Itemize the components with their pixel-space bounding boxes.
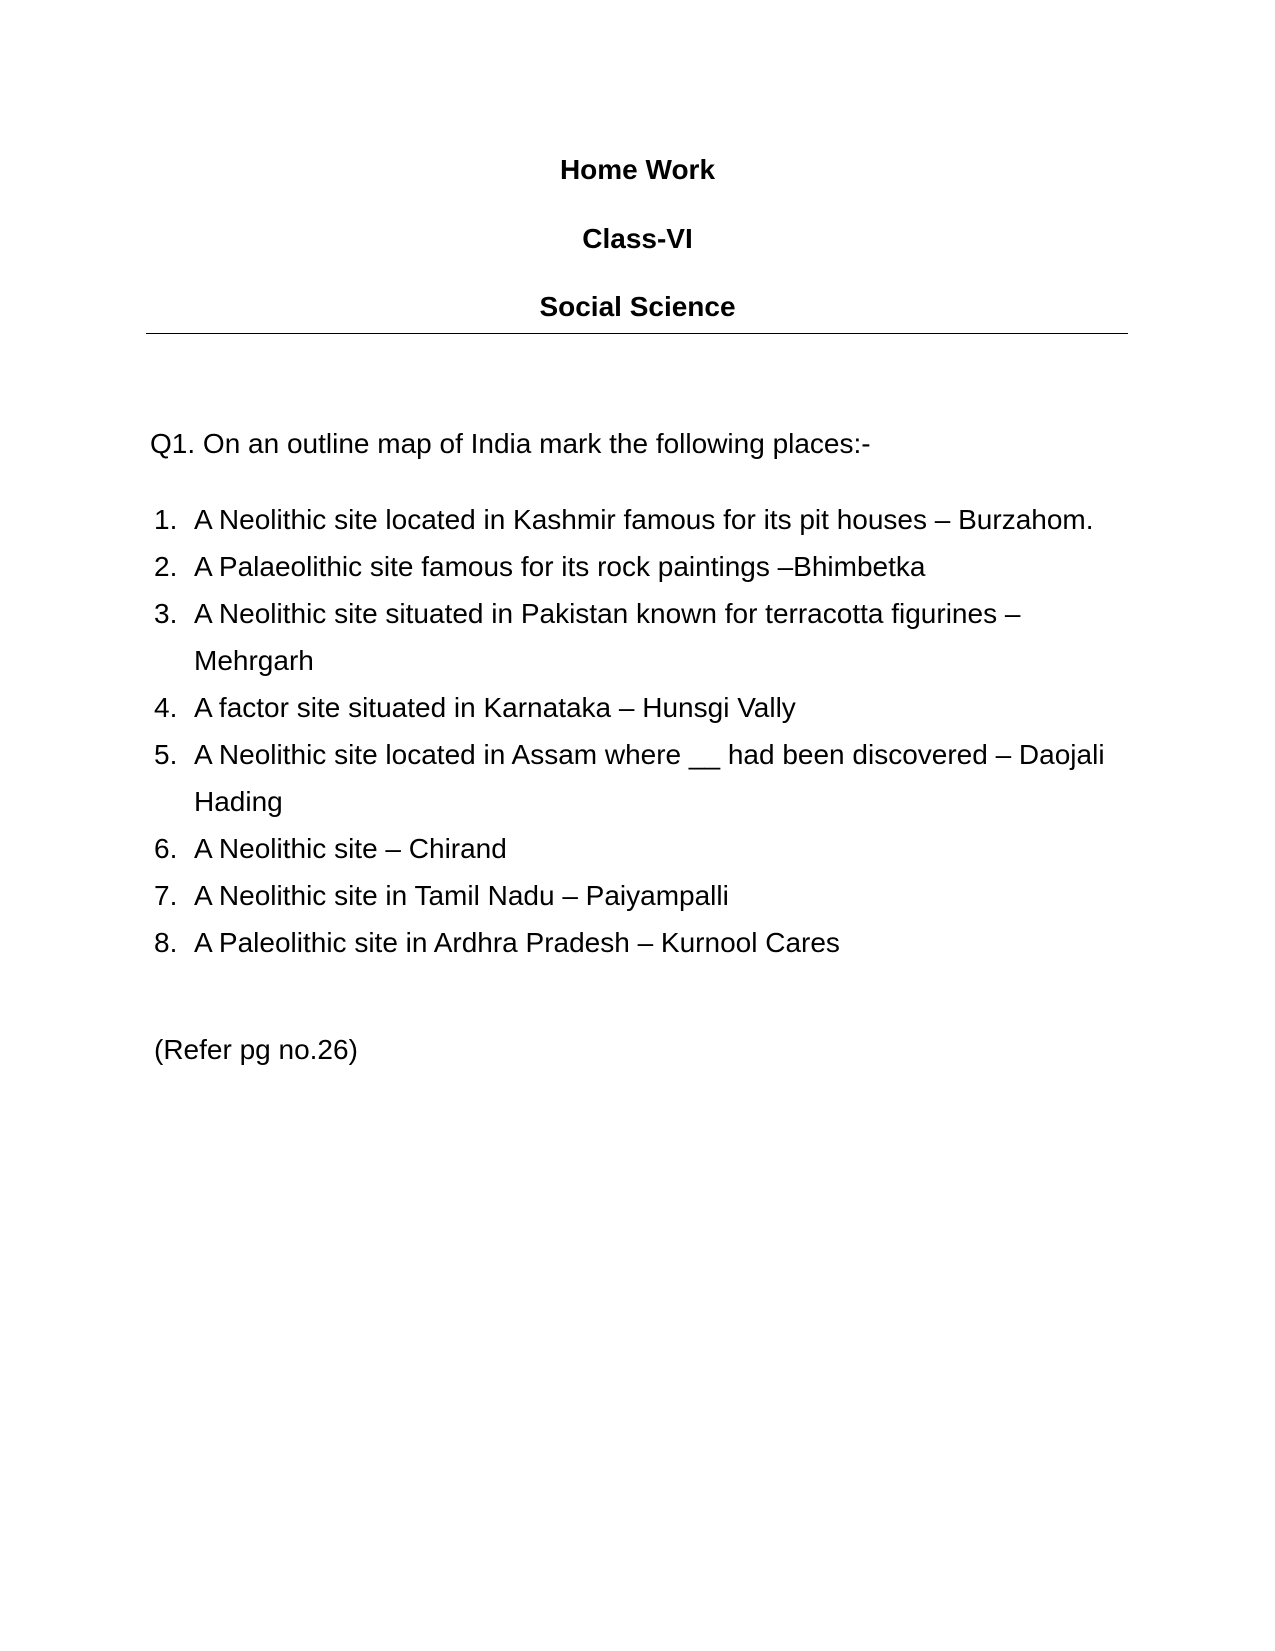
list-item bbox=[150, 543, 1130, 590]
list-item-text: A factor site situated in Karnataka – Hunsgi Vally bbox=[194, 692, 796, 723]
list-item-number: 3. bbox=[154, 598, 178, 629]
list-item bbox=[150, 590, 1130, 684]
list-item-text: A Neolithic site located in Kashmir famous for its pit houses – Burzahom. bbox=[194, 504, 1094, 535]
list-item-text: A Neolithic site – Chirand bbox=[194, 833, 507, 864]
list-item-number: 7. bbox=[154, 880, 178, 911]
list-item-number: 5. bbox=[154, 739, 178, 770]
list-item-text: A Neolithic site located in Assam where __ had been discovered – Daojali Hading bbox=[194, 739, 1105, 817]
list-item-number: 8. bbox=[154, 927, 178, 958]
list-item bbox=[150, 684, 1130, 731]
list-item bbox=[150, 496, 1130, 543]
list-item-number: 4. bbox=[154, 692, 178, 723]
list-item bbox=[150, 872, 1130, 919]
page-reference-note: (Refer pg no.26) bbox=[154, 1034, 358, 1065]
list-item bbox=[150, 731, 1130, 825]
list-item-number: 1. bbox=[154, 504, 178, 535]
list-item bbox=[150, 825, 1130, 872]
places-list bbox=[150, 496, 1130, 966]
list-item-text: A Neolithic site situated in Pakistan known for terracotta figurines – Mehrgarh bbox=[194, 598, 1021, 676]
list-item-number: 2. bbox=[154, 551, 178, 582]
page-title: Home Work bbox=[559, 154, 716, 185]
list-item-text: A Palaeolithic site famous for its rock paintings –Bhimbetka bbox=[194, 551, 926, 582]
question-text: Q1. On an outline map of India mark the following places:- bbox=[150, 428, 871, 459]
list-item-number: 6. bbox=[154, 833, 178, 864]
list-item-text: A Neolithic site in Tamil Nadu – Paiyampalli bbox=[194, 880, 729, 911]
class-label: Class-VI bbox=[582, 223, 693, 254]
list-item bbox=[150, 919, 1130, 966]
list-item-text: A Paleolithic site in Ardhra Pradesh – Kurnool Cares bbox=[194, 927, 840, 958]
subject-label: Social Science bbox=[539, 291, 736, 322]
header-divider bbox=[146, 333, 1128, 334]
